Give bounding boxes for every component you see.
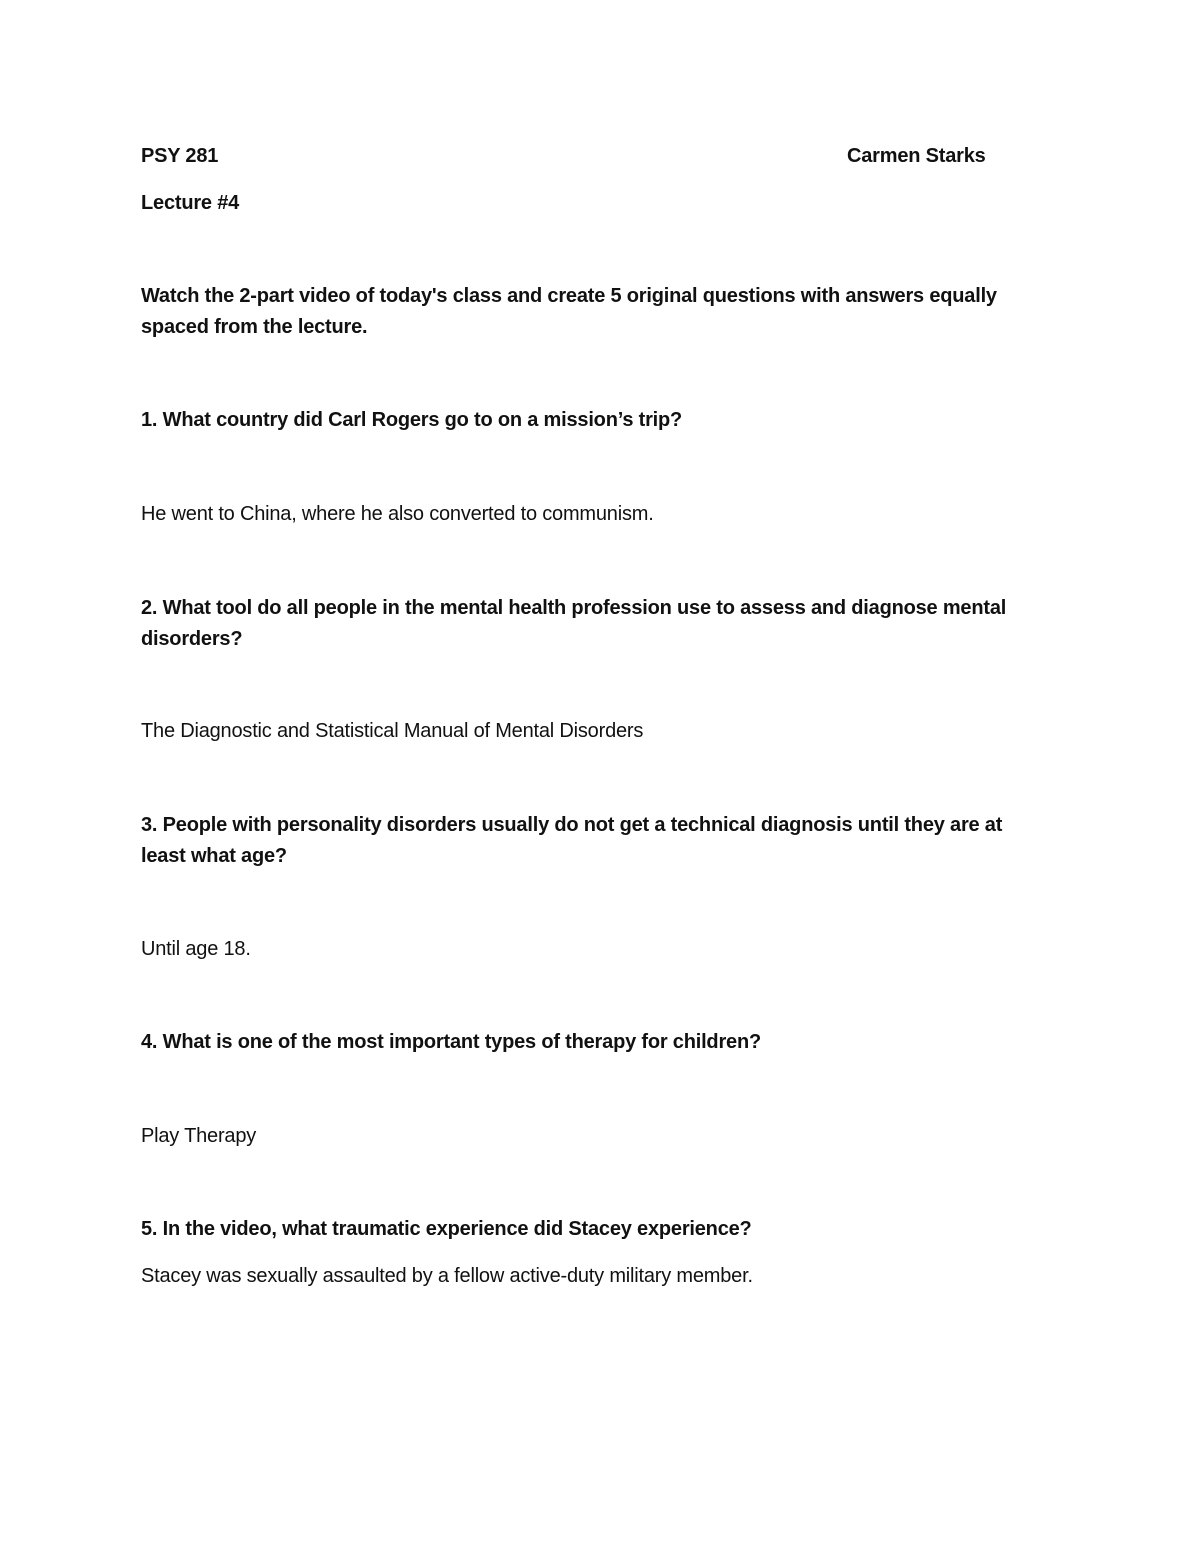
- instructions-text: Watch the 2-part video of today's class and create 5 original questions with answers equally spaced from the lecture.: [141, 285, 997, 338]
- course-code: PSY 281: [141, 145, 219, 167]
- answer-3: Until age 18.: [141, 938, 251, 960]
- answer-4: Play Therapy: [141, 1125, 257, 1147]
- answer-5: Stacey was sexually assaulted by a fellow active-duty military member.: [141, 1265, 753, 1287]
- question-3: 3. People with personality disorders usually do not get a technical diagnosis until they are at least what age?: [141, 814, 1003, 867]
- author-name: Carmen Starks: [847, 145, 986, 167]
- question-2: 2. What tool do all people in the mental health profession use to assess and diagnose mental disorders?: [141, 597, 1007, 650]
- answer-1: He went to China, where he also converted to communism.: [141, 503, 654, 525]
- lecture-number: Lecture #4: [141, 192, 240, 214]
- question-1: 1. What country did Carl Rogers go to on a mission’s trip?: [141, 409, 683, 431]
- question-5: 5. In the video, what traumatic experience did Stacey experience?: [141, 1218, 752, 1240]
- question-4: 4. What is one of the most important types of therapy for children?: [141, 1031, 761, 1053]
- answer-2: The Diagnostic and Statistical Manual of Mental Disorders: [141, 720, 644, 742]
